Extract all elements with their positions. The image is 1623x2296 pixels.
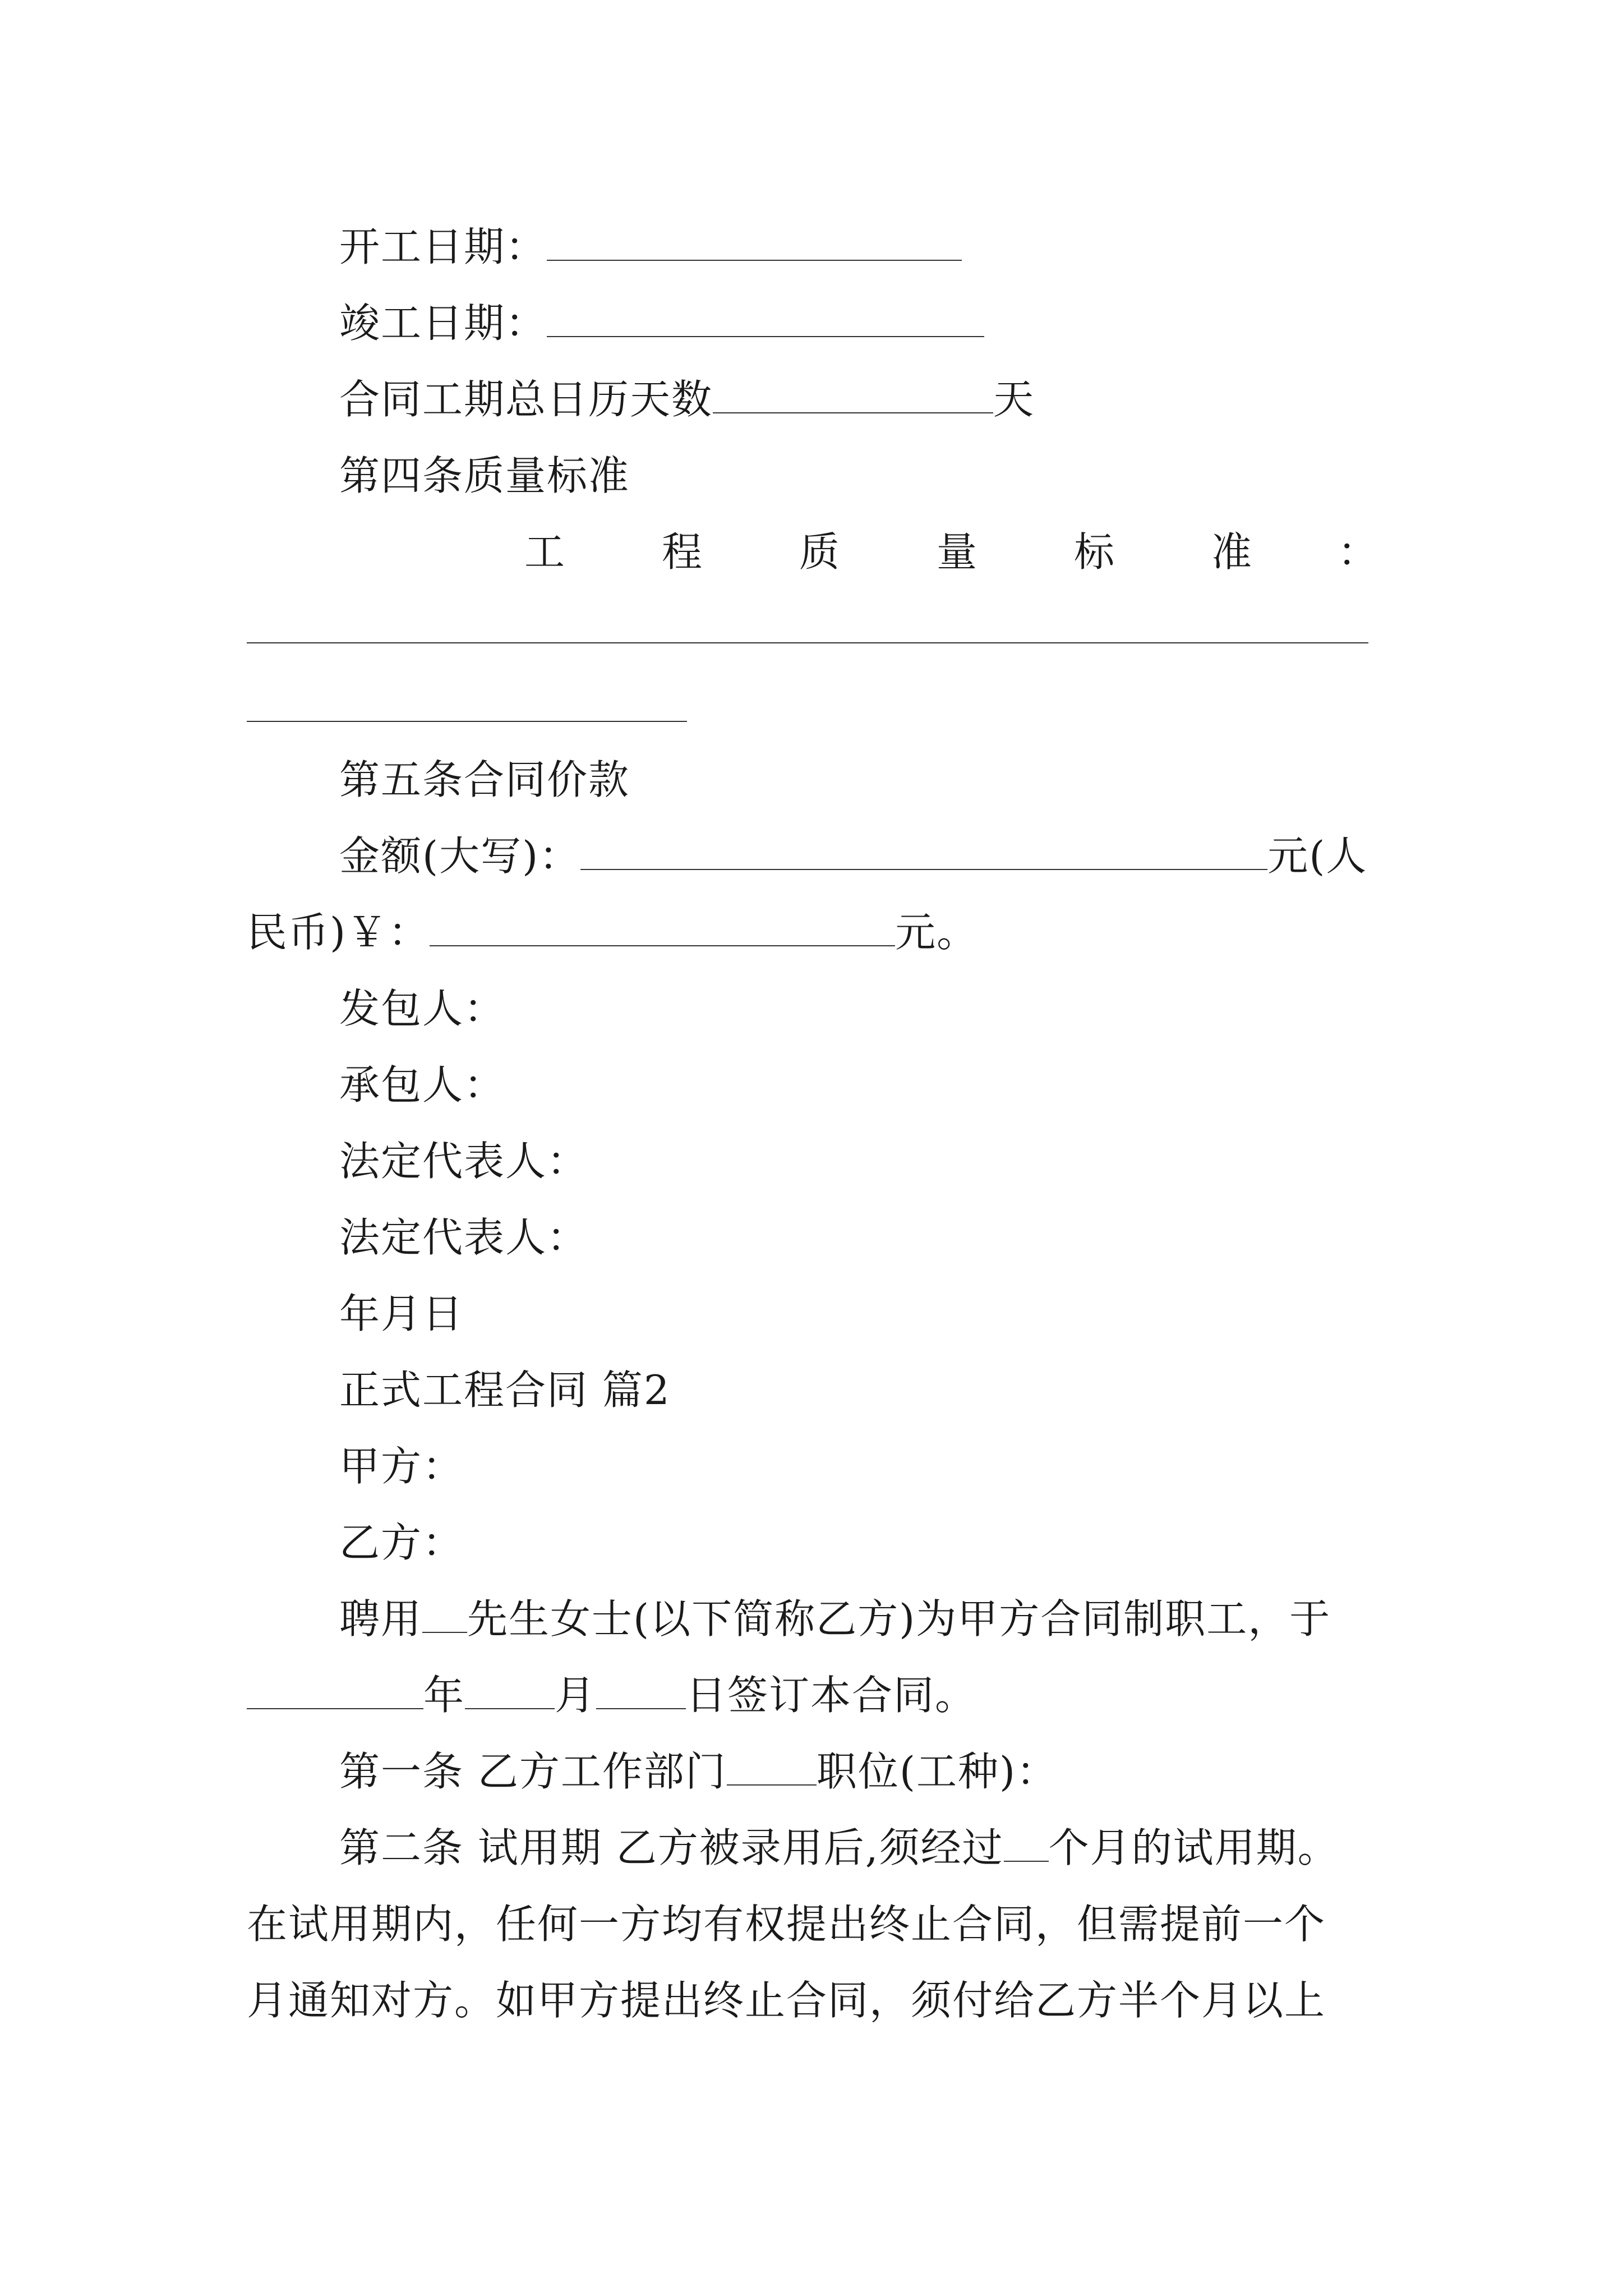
article-2-para-line-2: 在试用期内，任何一方均有权提出终止合同，但需提前一个 bbox=[247, 1901, 1326, 1948]
department-blank[interactable] bbox=[727, 1744, 817, 1786]
hire-line bbox=[339, 1591, 1331, 1647]
end-date-line bbox=[339, 295, 984, 351]
total-days-line bbox=[339, 371, 1035, 427]
amount-line bbox=[339, 828, 1367, 884]
party-a-line: 甲方： bbox=[339, 1443, 464, 1490]
amount-unit-b: 元。 bbox=[895, 909, 979, 956]
quality-char-7: ： bbox=[1338, 528, 1378, 576]
legal-rep-1-line: 法定代表人： bbox=[339, 1138, 589, 1185]
amount-figure-blank[interactable] bbox=[430, 905, 895, 946]
date-line: 年月日 bbox=[339, 1290, 464, 1337]
sign-month-blank[interactable] bbox=[465, 1668, 555, 1709]
contractor-line: 承包人： bbox=[339, 1061, 506, 1108]
amount-unit-a: 元(人 bbox=[1267, 832, 1368, 880]
start-date-label: 开工日期： bbox=[339, 223, 547, 270]
article-2-text: 个月的试用期。 bbox=[1048, 1824, 1339, 1871]
end-date-blank[interactable] bbox=[547, 296, 984, 337]
quality-char-5: 标 bbox=[1074, 528, 1115, 576]
party-b-line: 乙方： bbox=[339, 1519, 464, 1566]
sign-day-blank[interactable] bbox=[596, 1668, 686, 1709]
employee-name-blank[interactable] bbox=[422, 1591, 467, 1633]
amount-cont-label: 民币)￥： bbox=[247, 909, 430, 956]
amount-label: 金额(大写)： bbox=[339, 832, 581, 880]
section-title: 正式工程合同 篇2 bbox=[339, 1366, 671, 1414]
sign-year-blank[interactable] bbox=[247, 1668, 423, 1709]
quality-blank-2[interactable] bbox=[247, 721, 687, 722]
sign-year-label: 年 bbox=[423, 1672, 465, 1719]
employer-line: 发包人： bbox=[339, 985, 506, 1032]
probation-months-blank[interactable] bbox=[1004, 1820, 1049, 1862]
article-2-label: 第二条 试用期 乙方被录用后,须经过 bbox=[339, 1824, 1004, 1871]
article-4-heading: 第四条质量标准 bbox=[339, 452, 630, 499]
hire-text: 先生女士(以下简称乙方)为甲方合同制职工，于 bbox=[467, 1595, 1331, 1642]
article-2-line bbox=[339, 1820, 1339, 1876]
quality-char-1: 工 bbox=[524, 528, 565, 576]
article-2-para-line-3: 月通知对方。如甲方提出终止合同，须付给乙方半个月以上 bbox=[247, 1977, 1326, 2024]
quality-blank-1[interactable] bbox=[247, 642, 1368, 643]
total-days-unit: 天 bbox=[993, 376, 1035, 423]
start-date-blank[interactable] bbox=[547, 219, 962, 261]
sign-day-label: 日签订本合同。 bbox=[686, 1672, 977, 1719]
amount-cont-line bbox=[247, 904, 978, 960]
article-5-heading: 第五条合同价款 bbox=[339, 756, 630, 803]
total-days-blank[interactable] bbox=[713, 372, 993, 413]
quality-char-3: 质 bbox=[799, 528, 840, 576]
amount-words-blank[interactable] bbox=[580, 829, 1267, 870]
end-date-label: 竣工日期： bbox=[339, 300, 547, 347]
quality-char-6: 准 bbox=[1211, 528, 1252, 576]
article-1-position: 职位(工种)： bbox=[816, 1748, 1058, 1795]
sign-month-label: 月 bbox=[555, 1672, 597, 1719]
hire-label: 聘用 bbox=[339, 1595, 423, 1642]
total-days-label: 合同工期总日历天数 bbox=[339, 376, 713, 423]
quality-char-4: 量 bbox=[937, 528, 978, 576]
sign-date-line bbox=[247, 1667, 976, 1723]
article-1-label: 第一条 乙方工作部门 bbox=[339, 1748, 727, 1795]
legal-rep-2-line: 法定代表人： bbox=[339, 1214, 589, 1261]
start-date-line bbox=[339, 219, 962, 275]
quality-char-2: 程 bbox=[662, 528, 703, 576]
article-1-line bbox=[339, 1743, 1058, 1800]
